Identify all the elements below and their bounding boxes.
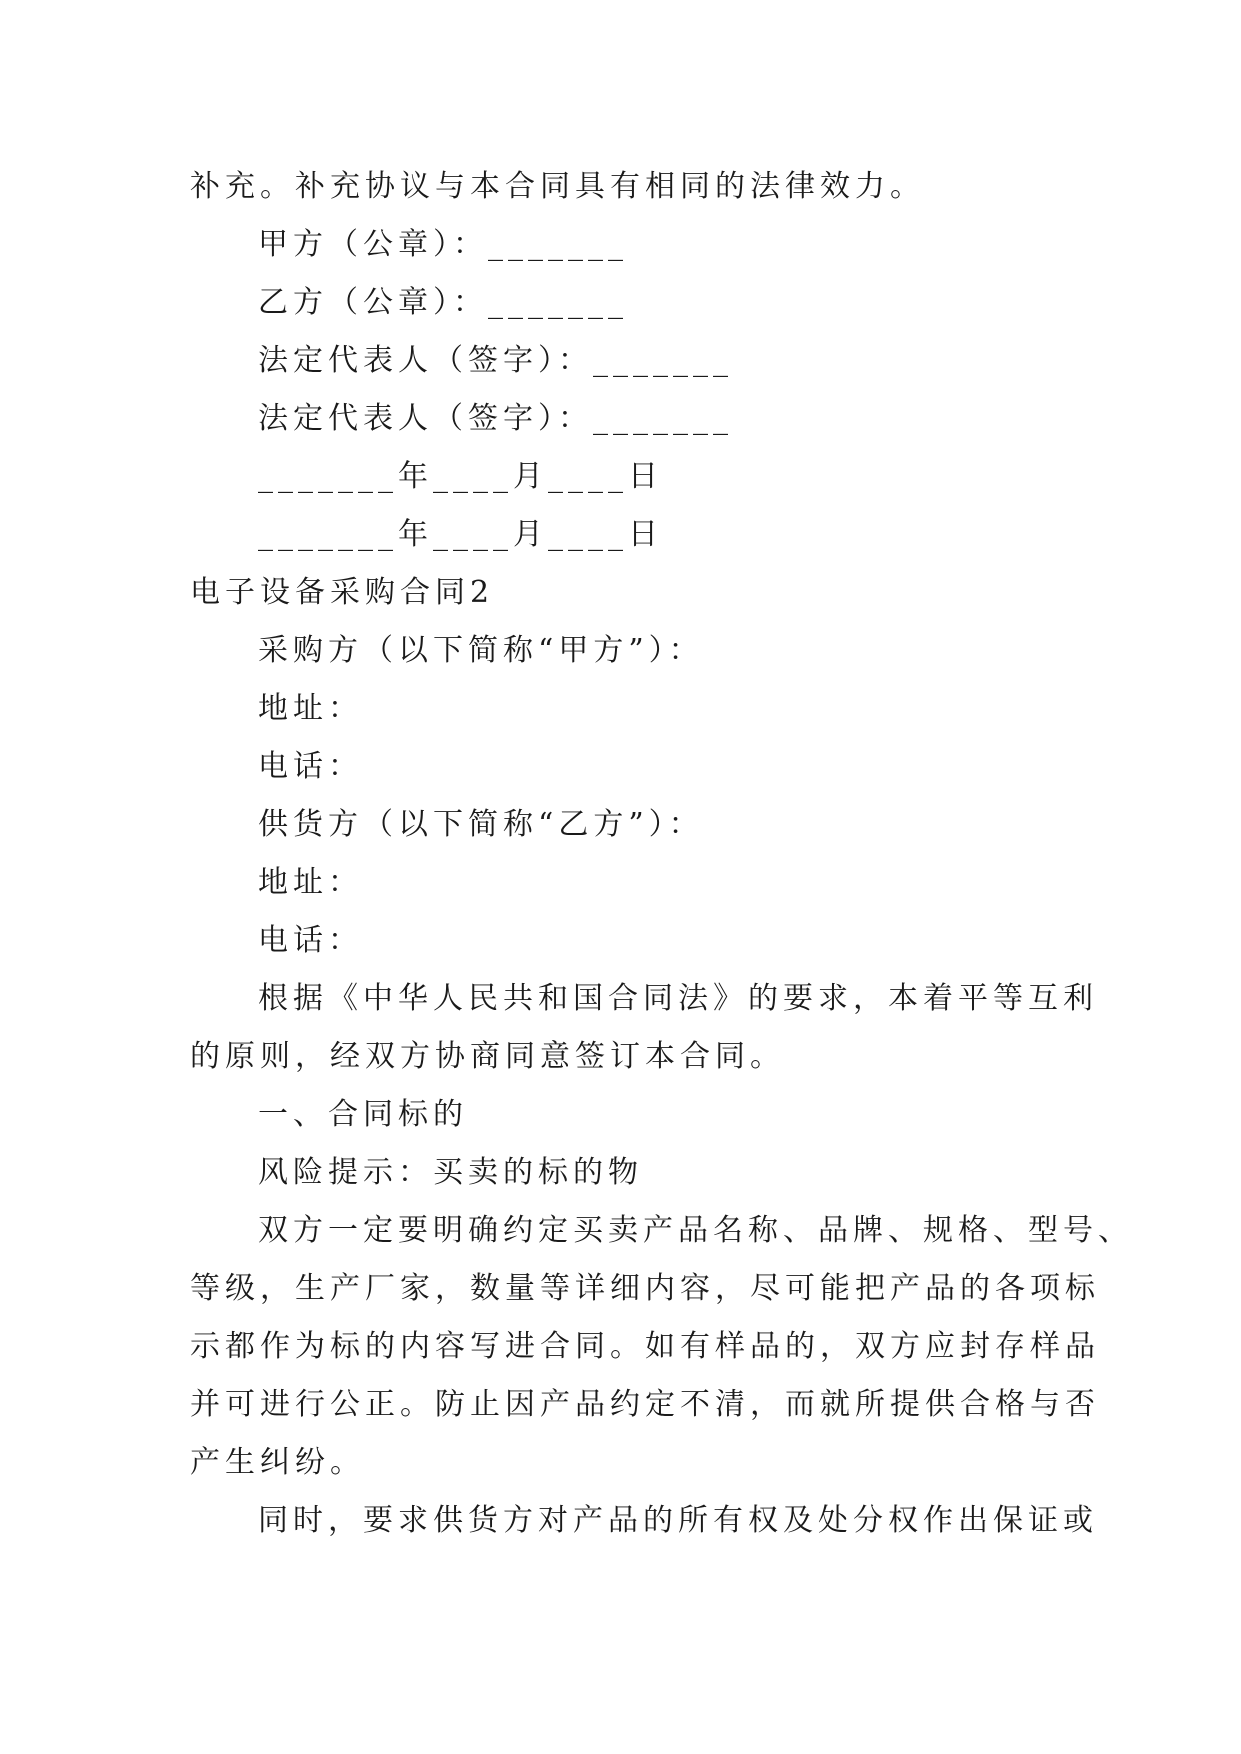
paragraph-basis — [190, 970, 1098, 1086]
supplier-label: 供货方（以下简称“乙方”）： — [258, 807, 704, 842]
legal-rep-signature-b: 法定代表人（签字）：_______ — [258, 401, 733, 436]
paragraph-line: 示都作为标的内容写进合同。如有样品的，双方应封存样品 — [190, 1329, 1100, 1364]
paragraph-line: 等级，生产厂家，数量等详细内容，尽可能把产品的各项标 — [190, 1271, 1100, 1306]
section-title: 电子设备采购合同2 — [190, 575, 495, 610]
buyer-address-label: 地址： — [258, 691, 363, 726]
clause-heading: 一、合同标的 — [258, 1097, 468, 1132]
supplier-address-label: 地址： — [258, 865, 363, 900]
paragraph-line: 并可进行公正。防止因产品约定不清，而就所提供合格与否 — [190, 1387, 1100, 1422]
date-line-b: _______年____月____日 — [258, 517, 663, 552]
supplier-phone-label: 电话： — [258, 923, 363, 958]
paragraph-subject — [190, 1202, 1133, 1492]
signature-party-b: 乙方（公章）：_______ — [258, 285, 628, 320]
text-line: 补充。补充协议与本合同具有相同的法律效力。 — [190, 169, 925, 204]
buyer-label: 采购方（以下简称“甲方”）： — [258, 633, 704, 668]
paragraph-line: 根据《中华人民共和国合同法》的要求，本着平等互利 — [258, 981, 1098, 1016]
signature-party-a: 甲方（公章）：_______ — [258, 227, 628, 262]
buyer-phone-label: 电话： — [258, 749, 363, 784]
paragraph-line: 的原则，经双方协商同意签订本合同。 — [190, 1039, 785, 1074]
legal-rep-signature-a: 法定代表人（签字）：_______ — [258, 343, 733, 378]
document-page — [190, 158, 1133, 1550]
paragraph-line: 双方一定要明确约定买卖产品名称、品牌、规格、型号、 — [258, 1213, 1133, 1248]
paragraph-line: 产生纠纷。 — [190, 1445, 365, 1480]
date-line-a: _______年____月____日 — [258, 459, 663, 494]
risk-tip: 风险提示：买卖的标的物 — [258, 1155, 643, 1190]
text-line: 同时，要求供货方对产品的所有权及处分权作出保证或 — [258, 1503, 1098, 1538]
